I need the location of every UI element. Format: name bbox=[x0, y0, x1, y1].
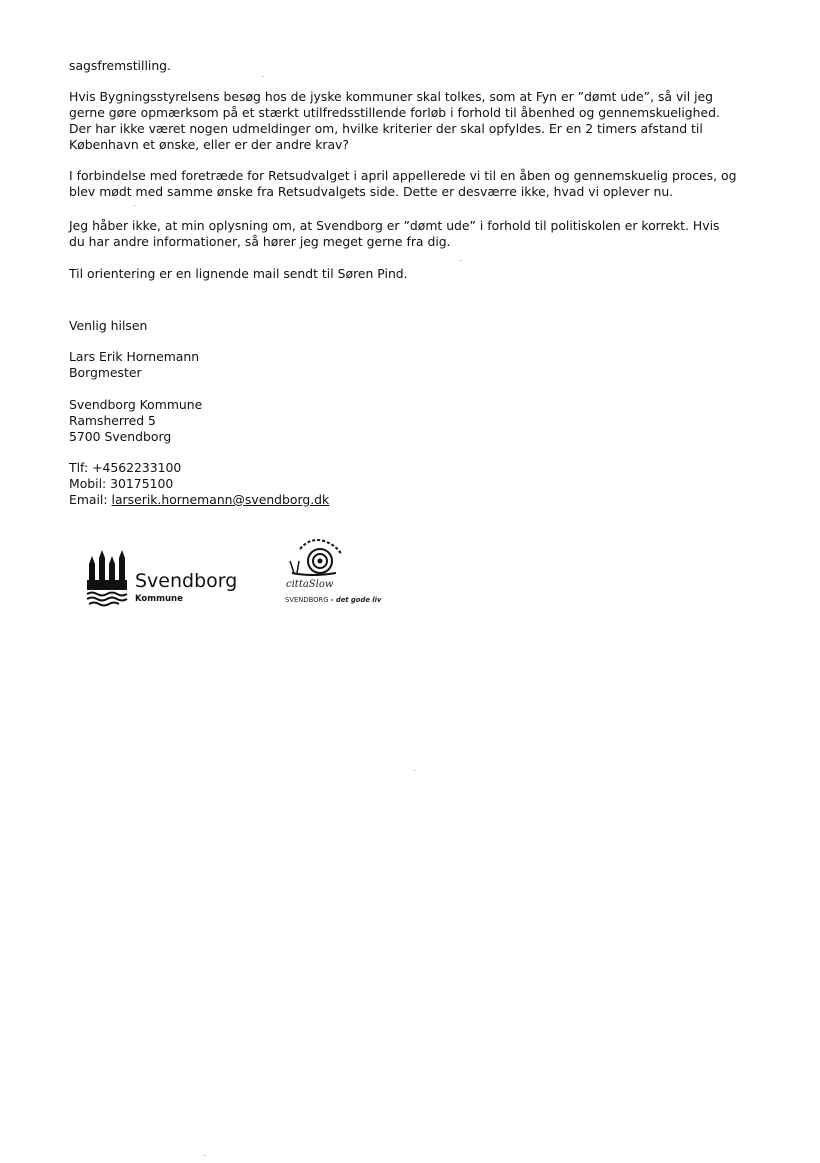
castle-crest-icon bbox=[85, 550, 133, 610]
body-line-8: Jeg håber ikke, at min oplysning om, at Svendborg er ”dømt ude” i forhold til politiskolen er korrekt. Hvis bbox=[69, 218, 720, 233]
sender-title: Borgmester bbox=[69, 365, 142, 380]
body-line-1: sagsfremstilling. bbox=[69, 58, 171, 73]
cittaslow-town: SVENDBORG bbox=[285, 596, 329, 604]
phone-value: +4562233100 bbox=[92, 460, 182, 475]
phone-line bbox=[69, 460, 181, 476]
scan-speck bbox=[262, 76, 263, 77]
phone-label: Tlf: bbox=[69, 460, 89, 475]
email-label: Email: bbox=[69, 492, 108, 507]
cittaslow-script: cittaSlow bbox=[286, 579, 334, 590]
body-line-4: Der har ikke været nogen udmeldinger om, hvilke kriterier der skal opfyldes. Er en 2 timers afstand til bbox=[69, 121, 703, 136]
body-line-5: København et ønske, eller er der andre krav? bbox=[69, 137, 349, 152]
cittaslow-footer bbox=[285, 596, 381, 604]
svendborg-kommune-logo bbox=[85, 550, 245, 610]
cittaslow-logo bbox=[282, 533, 392, 608]
body-line-10: Til orientering er en lignende mail sendt til Søren Pind. bbox=[69, 266, 408, 281]
org-street: Ramsherred 5 bbox=[69, 413, 156, 428]
scan-speck bbox=[134, 205, 135, 206]
body-line-9: du har andre informationer, så hører jeg meget gerne fra dig. bbox=[69, 234, 451, 249]
logo-wordmark: Svendborg bbox=[135, 570, 238, 592]
body-line-3: gerne gøre opmærksom på et stærkt utilfredsstillende forløb i forhold til åbenhed og gennemskuelighed. bbox=[69, 105, 720, 120]
org-city: 5700 Svendborg bbox=[69, 429, 172, 444]
scan-speck bbox=[460, 260, 461, 261]
scan-speck bbox=[414, 770, 415, 771]
org-name: Svendborg Kommune bbox=[69, 397, 203, 412]
greeting: Venlig hilsen bbox=[69, 318, 148, 333]
snail-icon bbox=[286, 533, 356, 581]
scan-speck bbox=[204, 1155, 205, 1156]
body-line-7: blev mødt med samme ønske fra Retsudvalgets side. Dette er desværre ikke, hvad vi oplever nu. bbox=[69, 184, 674, 199]
cittaslow-slogan: - det gode liv bbox=[330, 596, 382, 604]
email-link[interactable]: larserik.hornemann@svendborg.dk bbox=[111, 492, 330, 507]
sender-name: Lars Erik Hornemann bbox=[69, 349, 200, 364]
mobile-line bbox=[69, 476, 173, 492]
email-line bbox=[69, 492, 329, 508]
mobile-label: Mobil: bbox=[69, 476, 107, 491]
mobile-value: 30175100 bbox=[110, 476, 174, 491]
body-line-6: I forbindelse med foretræde for Retsudvalget i april appellerede vi til en åben og gennemskuelig proces, og bbox=[69, 168, 737, 183]
logo-subtitle: Kommune bbox=[135, 594, 183, 604]
body-line-2: Hvis Bygningsstyrelsens besøg hos de jyske kommuner skal tolkes, som at Fyn er ”dømt ude”, så vil jeg bbox=[69, 89, 714, 104]
